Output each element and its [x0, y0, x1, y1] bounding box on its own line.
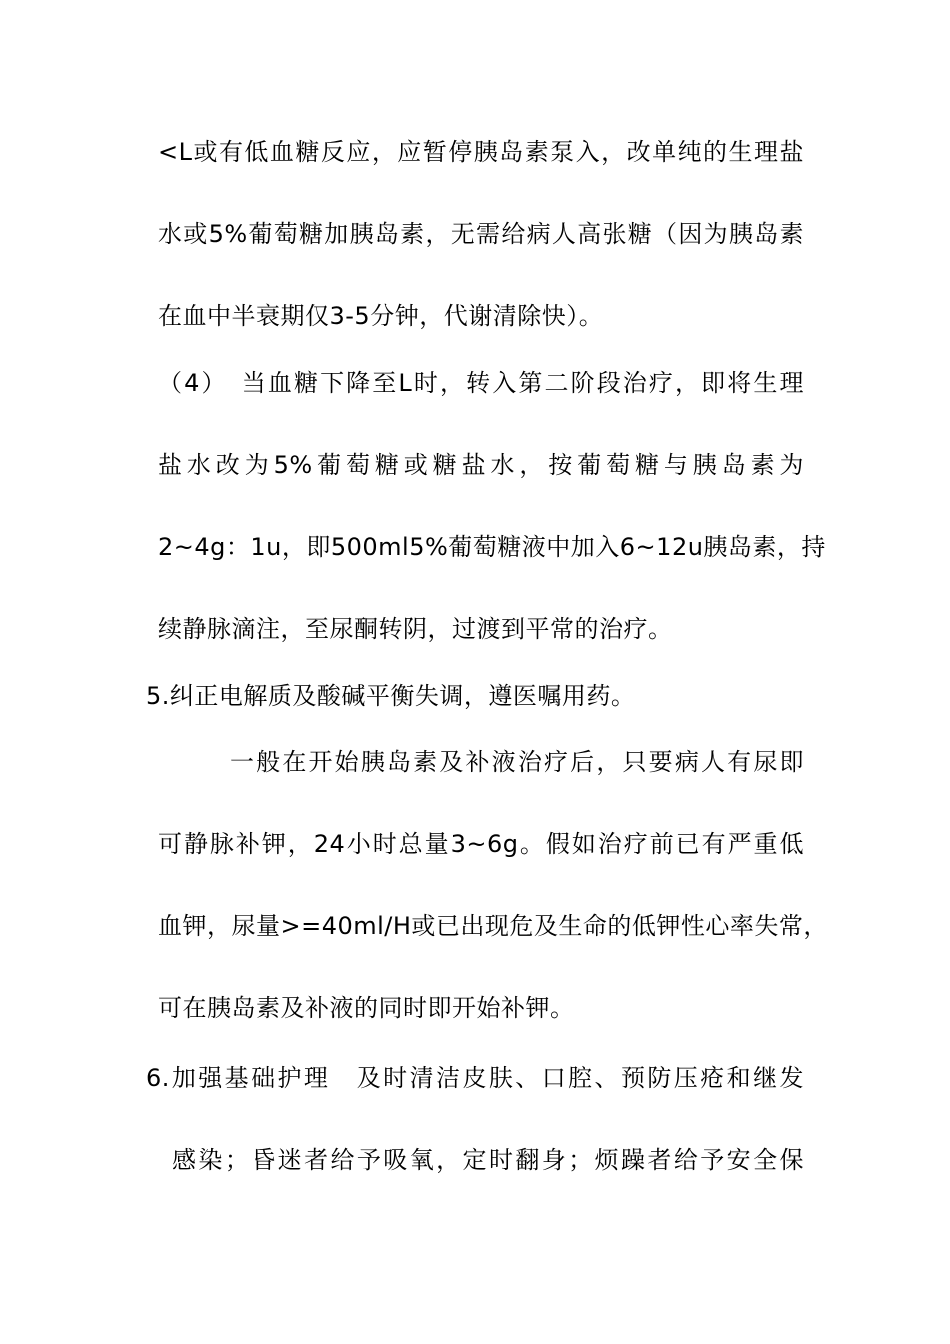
text-line-3: 在血中半衰期仅3-5分钟，代谢清除快）。: [158, 302, 604, 330]
text-line-14: 感染；昏迷者给予吸氧，定时翻身；烦躁者给予安全保: [172, 1146, 804, 1174]
section-heading-5: 5.纠正电解质及酸碱平衡失调，遵医嘱用药。: [146, 682, 636, 710]
section-heading-6: 6.加强基础护理 及时清洁皮肤、口腔、预防压疮和继发: [146, 1064, 804, 1092]
text-line-5: 盐水改为5%葡萄糖或糖盐水，按葡萄糖与胰岛素为: [158, 451, 804, 479]
text-line-6: 2~4g：1u，即500ml5%葡萄糖液中加入6~12u胰岛素，持: [158, 533, 826, 561]
text-line-9: 一般在开始胰岛素及补液治疗后，只要病人有尿即: [230, 748, 804, 776]
text-line-4: （4） 当血糖下降至L时，转入第二阶段治疗，即将生理: [158, 369, 804, 397]
text-line-7: 续静脉滴注，至尿酮转阴，过渡到平常的治疗。: [158, 615, 673, 643]
text-line-10: 可静脉补钾，24小时总量3~6g。假如治疗前已有严重低: [158, 830, 804, 858]
text-line-1: <L或有低血糖反应，应暂停胰岛素泵入，改单纯的生理盐: [158, 138, 804, 166]
text-line-11: 血钾，尿量>=40ml/H或已出现危及生命的低钾性心率失常，: [158, 912, 828, 940]
text-line-12: 可在胰岛素及补液的同时即开始补钾。: [158, 994, 575, 1022]
text-line-2: 水或5%葡萄糖加胰岛素，无需给病人高张糖（因为胰岛素: [158, 220, 804, 248]
